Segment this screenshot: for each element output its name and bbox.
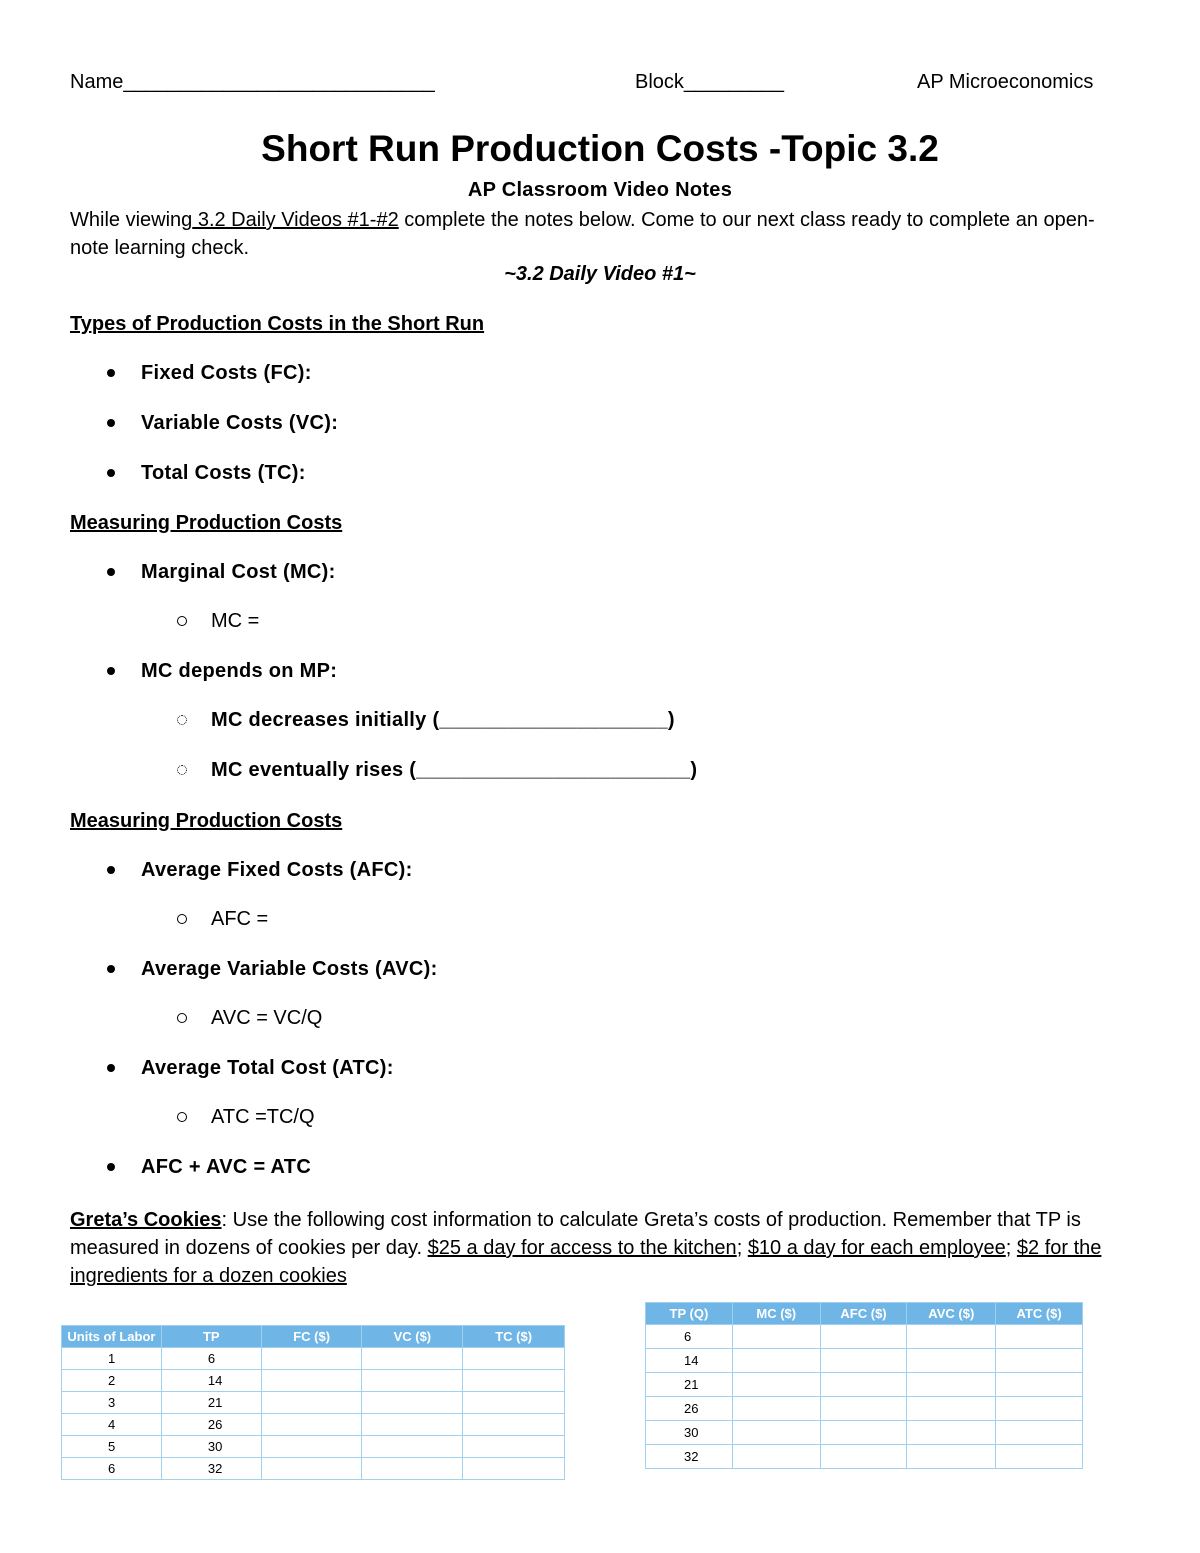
intro-text-after: complete the notes below. Come to our next class ready to complete an open-note learning check.	[70, 209, 1095, 259]
cell-afc-blank[interactable]	[820, 1349, 907, 1373]
table-row	[646, 1373, 1083, 1397]
cell-mc-blank[interactable]	[732, 1397, 820, 1421]
sub-bullet-icon	[177, 616, 187, 626]
sub-bullet-icon	[177, 765, 187, 775]
cell-avc-blank[interactable]	[907, 1421, 996, 1445]
sub-bullet-icon	[177, 715, 187, 725]
bullet-icon	[107, 1064, 115, 1072]
cell-units-of-labor: 3	[62, 1392, 162, 1414]
col-header-atc: ATC ($)	[996, 1303, 1083, 1325]
sub-bullet-label: ATC =TC/Q	[211, 1106, 315, 1128]
intro-videos-link[interactable]: 3.2 Daily Videos #1-#2	[192, 209, 399, 231]
bullet-icon	[107, 469, 115, 477]
greta-text: : Use the following cost information to calculate Greta’s costs of production. Remember that TP is measured in dozens of cookies per day.	[70, 1209, 1081, 1259]
cell-tp-q: 26	[646, 1397, 733, 1421]
cell-tc-blank[interactable]	[463, 1436, 565, 1458]
sub-bullet-label: MC =	[211, 610, 260, 632]
cell-tp: 6	[161, 1348, 261, 1370]
table-row	[62, 1370, 565, 1392]
col-header-avc: AVC ($)	[907, 1303, 996, 1325]
cell-units-of-labor: 1	[62, 1348, 162, 1370]
bullet-total-costs	[141, 462, 306, 485]
cell-tp-q: 21	[646, 1373, 733, 1397]
bullet-label: Average Variable Costs (AVC):	[141, 958, 438, 980]
sub-bullet-label: MC eventually rises (________________________)	[211, 759, 698, 781]
cell-vc-blank[interactable]	[362, 1370, 463, 1392]
table-row	[646, 1325, 1083, 1349]
greta-separator: ;	[1005, 1237, 1017, 1259]
sub-bullet-icon	[177, 1013, 187, 1023]
col-header-units-of-labor: Units of Labor	[62, 1326, 162, 1348]
cell-vc-blank[interactable]	[362, 1414, 463, 1436]
cell-mc-blank[interactable]	[732, 1445, 820, 1469]
col-header-tp-q: TP (Q)	[646, 1303, 733, 1325]
cell-tp: 26	[161, 1414, 261, 1436]
table-row	[646, 1349, 1083, 1373]
cell-tc-blank[interactable]	[463, 1414, 565, 1436]
col-header-afc: AFC ($)	[820, 1303, 907, 1325]
sub-bullet-afc-formula	[211, 908, 268, 931]
bullet-icon	[107, 369, 115, 377]
sub-bullet-label: AFC =	[211, 908, 269, 930]
sub-bullet-label: MC decreases initially (____________________)	[211, 709, 675, 731]
sub-bullet-label: AVC = VC/Q	[211, 1007, 323, 1029]
cell-atc-blank[interactable]	[996, 1373, 1083, 1397]
cell-mc-blank[interactable]	[732, 1349, 820, 1373]
cell-afc-blank[interactable]	[820, 1325, 907, 1349]
cell-fc-blank[interactable]	[261, 1458, 362, 1480]
bullet-label: Fixed Costs (FC):	[141, 362, 312, 384]
table-row	[62, 1436, 565, 1458]
intro-text-before: While viewing	[70, 209, 193, 231]
table-header-row	[646, 1303, 1083, 1325]
cell-avc-blank[interactable]	[907, 1349, 996, 1373]
block-field-label: Block_________	[635, 71, 785, 93]
section-heading-measuring-2: Measuring Production Costs	[70, 810, 343, 832]
bullet-variable-costs	[141, 412, 338, 435]
table-header-row	[62, 1326, 565, 1348]
col-header-tp: TP	[161, 1326, 261, 1348]
col-header-mc: MC ($)	[732, 1303, 820, 1325]
bullet-label: Total Costs (TC):	[141, 462, 306, 484]
cell-fc-blank[interactable]	[261, 1436, 362, 1458]
cell-units-of-labor: 4	[62, 1414, 162, 1436]
name-field-label: Name____________________________	[70, 71, 435, 93]
cell-mc-blank[interactable]	[732, 1373, 820, 1397]
cell-vc-blank[interactable]	[362, 1436, 463, 1458]
page-subtitle: AP Classroom Video Notes	[467, 179, 733, 201]
greta-employee-cost: $10 a day for each employee	[747, 1237, 1006, 1259]
cell-units-of-labor: 6	[62, 1458, 162, 1480]
cell-avc-blank[interactable]	[907, 1325, 996, 1349]
sub-bullet-icon	[177, 1112, 187, 1122]
bullet-label: Variable Costs (VC):	[141, 412, 339, 434]
bullet-icon	[107, 965, 115, 973]
cell-fc-blank[interactable]	[261, 1414, 362, 1436]
bullet-icon	[107, 667, 115, 675]
cell-atc-blank[interactable]	[996, 1325, 1083, 1349]
cell-tp: 30	[161, 1436, 261, 1458]
cell-units-of-labor: 5	[62, 1436, 162, 1458]
cell-mc-blank[interactable]	[732, 1325, 820, 1349]
cell-tp: 32	[161, 1458, 261, 1480]
greta-cookies-paragraph	[70, 1206, 1130, 1290]
cell-atc-blank[interactable]	[996, 1445, 1083, 1469]
bullet-icon	[107, 568, 115, 576]
cell-fc-blank[interactable]	[261, 1348, 362, 1370]
sub-bullet-mc-decreases	[211, 709, 675, 732]
cell-tp-q: 6	[646, 1325, 733, 1349]
col-header-fc: FC ($)	[261, 1326, 362, 1348]
cell-vc-blank[interactable]	[362, 1392, 463, 1414]
cell-afc-blank[interactable]	[820, 1445, 907, 1469]
table-row	[62, 1458, 565, 1480]
bullet-marginal-cost	[141, 561, 336, 584]
cell-vc-blank[interactable]	[362, 1348, 463, 1370]
greta-kitchen-cost: $25 a day for access to the kitchen	[427, 1237, 737, 1259]
table-row	[62, 1414, 565, 1436]
table-row	[62, 1348, 565, 1370]
greta-cookies-title: Greta’s Cookies	[70, 1209, 222, 1231]
greta-separator: ;	[736, 1237, 748, 1259]
course-name: AP Microeconomics	[917, 71, 1094, 93]
cell-fc-blank[interactable]	[261, 1392, 362, 1414]
col-header-tc: TC ($)	[463, 1326, 565, 1348]
bullet-label: Average Total Cost (ATC):	[141, 1057, 394, 1079]
cell-tc-blank[interactable]	[463, 1458, 565, 1480]
bullet-mc-depends-mp	[141, 660, 337, 683]
bullet-label: Average Fixed Costs (AFC):	[141, 859, 413, 881]
table-row	[646, 1421, 1083, 1445]
table-row	[646, 1397, 1083, 1421]
cell-mc-blank[interactable]	[732, 1421, 820, 1445]
sub-bullet-icon	[177, 914, 187, 924]
section-heading-measuring-1: Measuring Production Costs	[70, 512, 343, 534]
bullet-label: AFC + AVC = ATC	[141, 1156, 312, 1178]
labor-cost-table	[61, 1325, 565, 1480]
sub-bullet-mc-rises	[211, 759, 697, 782]
col-header-vc: VC ($)	[362, 1326, 463, 1348]
cell-atc-blank[interactable]	[996, 1397, 1083, 1421]
sub-bullet-atc-formula	[211, 1106, 315, 1129]
bullet-cost-sum	[141, 1156, 311, 1179]
bullet-label: MC depends on MP:	[141, 660, 338, 682]
section-heading-types: Types of Production Costs in the Short Run	[70, 313, 485, 335]
cell-avc-blank[interactable]	[907, 1445, 996, 1469]
cell-tp: 14	[161, 1370, 261, 1392]
bullet-icon	[107, 1163, 115, 1171]
cell-afc-blank[interactable]	[820, 1421, 907, 1445]
greta-ingredients-cost: $2 for the ingredients for a dozen cookies	[70, 1237, 1102, 1287]
sub-bullet-mc-formula	[211, 610, 259, 633]
cell-atc-blank[interactable]	[996, 1349, 1083, 1373]
cell-tc-blank[interactable]	[463, 1348, 565, 1370]
cell-avc-blank[interactable]	[907, 1373, 996, 1397]
intro-paragraph	[70, 206, 1130, 262]
cell-tp: 21	[161, 1392, 261, 1414]
table-row	[646, 1445, 1083, 1469]
cell-afc-blank[interactable]	[820, 1373, 907, 1397]
cell-tp-q: 30	[646, 1421, 733, 1445]
bullet-average-variable-costs	[141, 958, 438, 981]
cell-tp-q: 32	[646, 1445, 733, 1469]
cell-tc-blank[interactable]	[463, 1392, 565, 1414]
average-cost-table	[645, 1302, 1083, 1469]
bullet-icon	[107, 866, 115, 874]
bullet-label: Marginal Cost (MC):	[141, 561, 336, 583]
cell-units-of-labor: 2	[62, 1370, 162, 1392]
cell-fc-blank[interactable]	[261, 1370, 362, 1392]
cell-tc-blank[interactable]	[463, 1370, 565, 1392]
page-title: Short Run Production Costs -Topic 3.2	[261, 128, 939, 169]
cell-afc-blank[interactable]	[820, 1397, 907, 1421]
bullet-average-total-cost	[141, 1057, 394, 1080]
bullet-icon	[107, 419, 115, 427]
video-label: ~3.2 Daily Video #1~	[504, 263, 696, 285]
bullet-average-fixed-costs	[141, 859, 413, 882]
cell-tp-q: 14	[646, 1349, 733, 1373]
cell-vc-blank[interactable]	[362, 1458, 463, 1480]
bullet-fixed-costs	[141, 362, 312, 385]
sub-bullet-avc-formula	[211, 1007, 322, 1030]
cell-atc-blank[interactable]	[996, 1421, 1083, 1445]
cell-avc-blank[interactable]	[907, 1397, 996, 1421]
table-row	[62, 1392, 565, 1414]
